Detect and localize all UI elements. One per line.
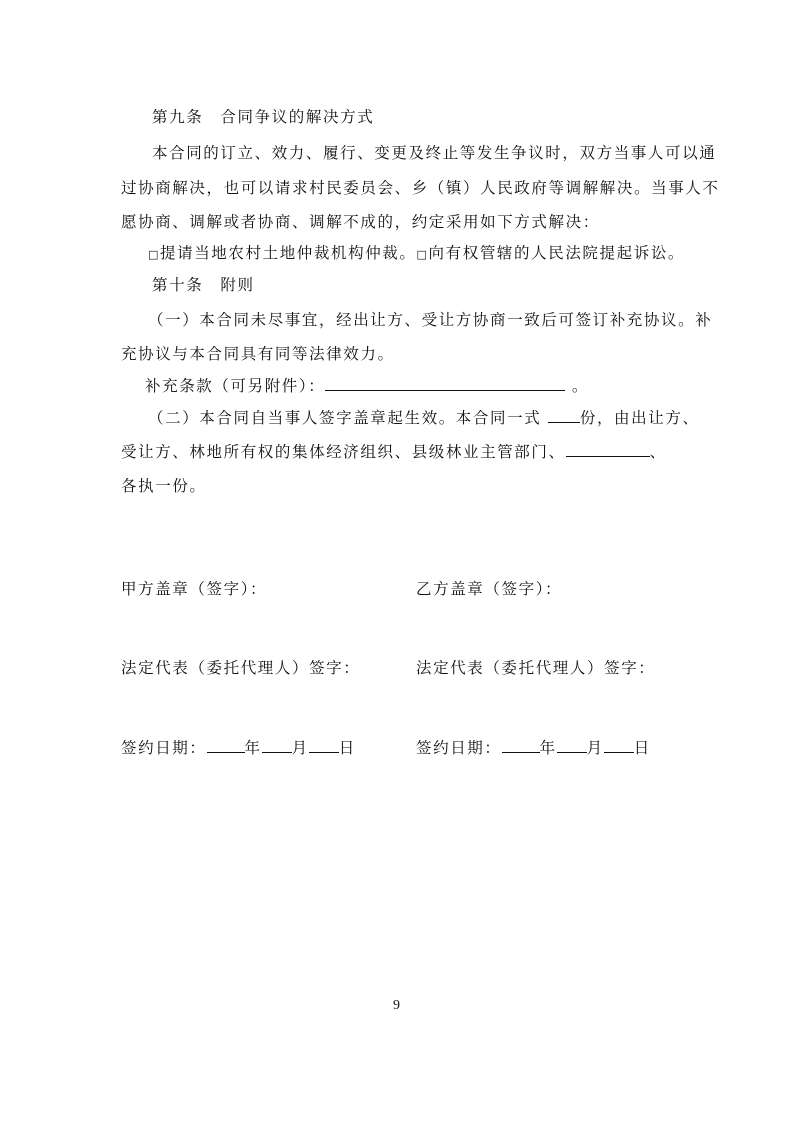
party-a-seal: 甲方盖章（签字）： [121, 580, 268, 598]
day-blank[interactable] [604, 738, 634, 753]
date-a [121, 738, 356, 758]
year-label: 年 [244, 739, 262, 757]
checkbox-litigation[interactable]: □ [416, 248, 429, 261]
article10-heading: 第十条 附则 [152, 276, 255, 294]
option-litigation: 向有权管辖的人民法院提起诉讼。 [428, 244, 686, 262]
dispute-options [148, 243, 685, 265]
article9-line: 过协商解决，也可以请求村民委员会、乡（镇）人民政府等调解解决。当事人不 [121, 179, 720, 197]
day-blank[interactable] [309, 738, 339, 753]
period: 。 [571, 377, 589, 395]
clause2-line [148, 408, 700, 428]
clause2-text: （二）本合同自当事人签字盖章起生效。本合同一式 [148, 409, 542, 427]
article9-line: 本合同的订立、效力、履行、变更及终止等发生争议时，双方当事人可以通 [152, 144, 717, 162]
clause2-text: 、 [649, 443, 667, 461]
date-b [416, 738, 651, 758]
date-label: 签约日期： [121, 739, 207, 757]
day-label: 日 [633, 739, 651, 757]
page-number: 9 [393, 998, 400, 1013]
other-party-blank[interactable] [566, 442, 650, 457]
year-label: 年 [539, 739, 557, 757]
year-blank[interactable] [207, 738, 245, 753]
option-arbitration: 提请当地农村土地仲裁机构仲裁。 [160, 244, 417, 262]
month-label: 月 [586, 739, 604, 757]
supplement-blank[interactable] [325, 376, 565, 391]
clause1-line: （一）本合同未尽事宜，经出让方、受让方协商一致后可签订补充协议。补 [148, 311, 713, 329]
clause2-line [121, 442, 667, 462]
year-blank[interactable] [502, 738, 540, 753]
clause2-text: 份，由出让方、 [579, 409, 700, 427]
clause1-line: 充协议与本合同具有同等法律效力。 [121, 345, 395, 363]
legal-rep-b: 法定代表（委托代理人）签字： [416, 659, 656, 677]
party-b-seal: 乙方盖章（签字）： [416, 580, 563, 598]
supplement-label: 补充条款（可另附件）： [145, 377, 326, 395]
article9-heading: 第九条 合同争议的解决方式 [152, 108, 375, 126]
date-label: 签约日期： [416, 739, 502, 757]
article9-line: 愿协商、调解或者协商、调解不成的，约定采用如下方式解决： [121, 213, 600, 231]
clause2-line: 各执一份。 [121, 477, 207, 495]
copies-blank[interactable] [548, 408, 580, 423]
month-blank[interactable] [557, 738, 587, 753]
month-label: 月 [291, 739, 309, 757]
month-blank[interactable] [262, 738, 292, 753]
day-label: 日 [338, 739, 356, 757]
supplement-line [145, 376, 589, 396]
clause2-text: 受让方、林地所有权的集体经济组织、县级林业主管部门、 [121, 443, 566, 461]
legal-rep-a: 法定代表（委托代理人）签字： [121, 659, 361, 677]
checkbox-arbitration[interactable]: □ [148, 248, 160, 261]
